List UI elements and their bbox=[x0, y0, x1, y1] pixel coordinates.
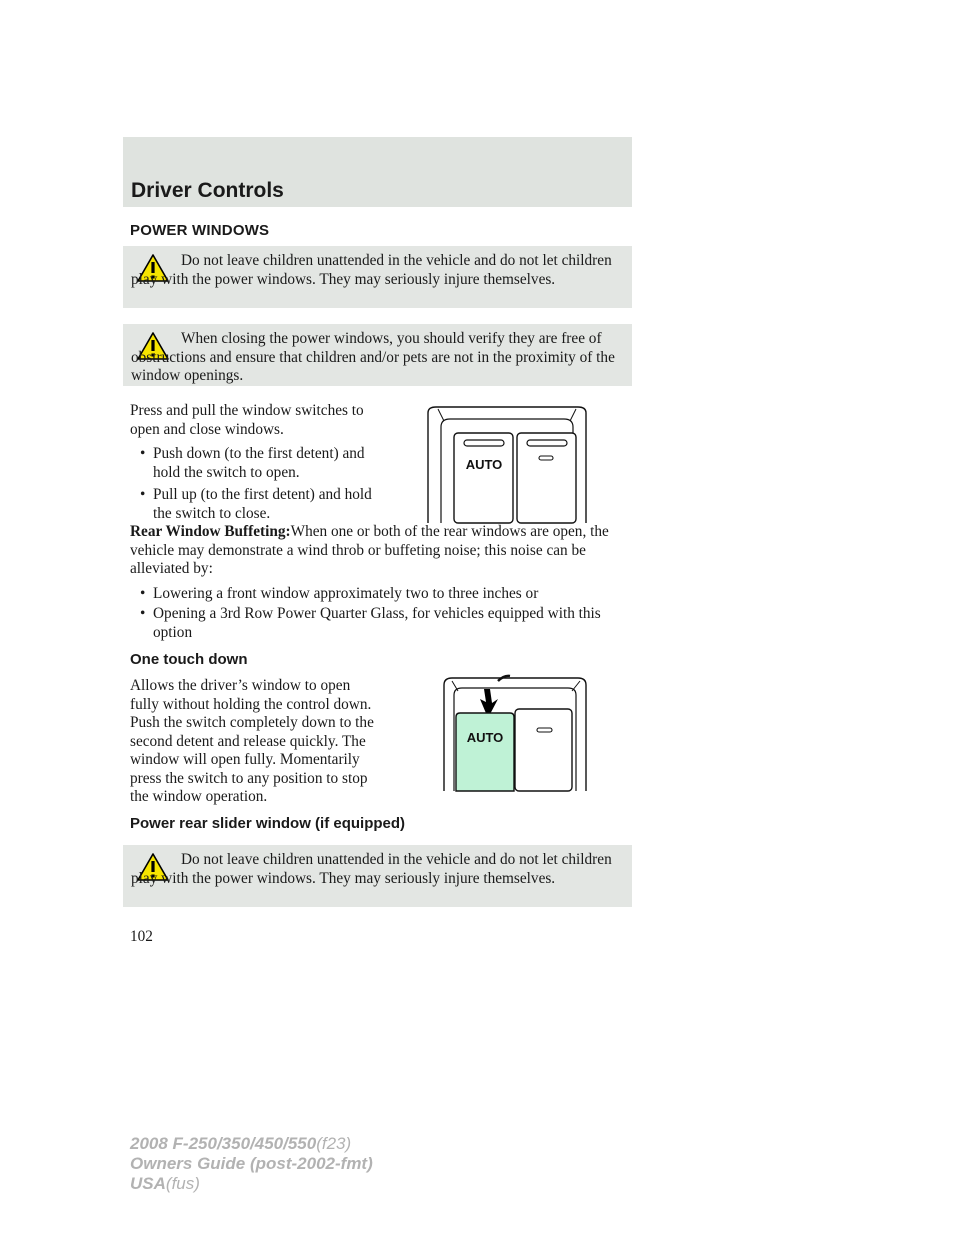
window-switch-figure bbox=[420, 405, 592, 525]
warning-box-slider bbox=[123, 845, 632, 907]
section-header-title: Driver Controls bbox=[131, 179, 284, 202]
footer-line-2: Owners Guide (post-2002-fmt) bbox=[130, 1154, 373, 1173]
buffeting-label: Rear Window Buffeting: bbox=[130, 523, 291, 540]
list-item: • Lowering a front window approximately two to three inches or bbox=[140, 585, 539, 602]
one-touch-figure bbox=[436, 673, 592, 793]
warning-box-children bbox=[123, 246, 632, 308]
auto-label: AUTO bbox=[466, 730, 504, 745]
list-item: • Push down (to the first detent) and hold the switch to open. bbox=[140, 445, 365, 481]
slider-heading: Power rear slider window (if equipped) bbox=[130, 815, 406, 832]
buffeting-paragraph bbox=[130, 523, 625, 579]
buffeting-text: When one or both of the rear windows are open, the vehicle may demonstrate a wind throb or buffeting noise; this noise can be alleviated by: bbox=[130, 523, 609, 577]
auto-switch-highlight bbox=[456, 713, 514, 791]
footer-line-1: 2008 F-250/350/450/550(f23) bbox=[130, 1134, 352, 1153]
list-item: • Pull up (to the first detent) and hold the switch to close. bbox=[140, 486, 372, 522]
warning-text: When closing the power windows, you should verify they are free of obstructions and ensure that children and/or pets are not in the proximity of the window openings. bbox=[131, 330, 615, 384]
warning-box-obstructions bbox=[123, 324, 632, 386]
page-title: POWER WINDOWS bbox=[130, 222, 270, 239]
intro-paragraph: Press and pull the window switches to open and close windows. bbox=[130, 402, 364, 438]
footer-line-3: USA(fus) bbox=[130, 1174, 200, 1193]
page-number: 102 bbox=[130, 928, 153, 945]
list-item: • Opening a 3rd Row Power Quarter Glass, for vehicles equipped with this option bbox=[140, 605, 601, 641]
warning-text: Do not leave children unattended in the vehicle and do not let children play with the power windows. They may seriously injure themselves. bbox=[131, 252, 612, 288]
section-header bbox=[123, 137, 632, 207]
one-touch-heading: One touch down bbox=[130, 651, 248, 668]
auto-label: AUTO bbox=[465, 457, 503, 472]
footer bbox=[130, 1134, 373, 1194]
warning-text: Do not leave children unattended in the vehicle and do not let children play with the power windows. They may seriously injure themselves. bbox=[131, 851, 612, 887]
one-touch-paragraph: Allows the driver’s window to open fully without holding the control down. Push the switch completely down to the second detent and release quickly. The window will open fully. Momentarily press the switch to any position to stop the window operation. bbox=[130, 677, 374, 805]
